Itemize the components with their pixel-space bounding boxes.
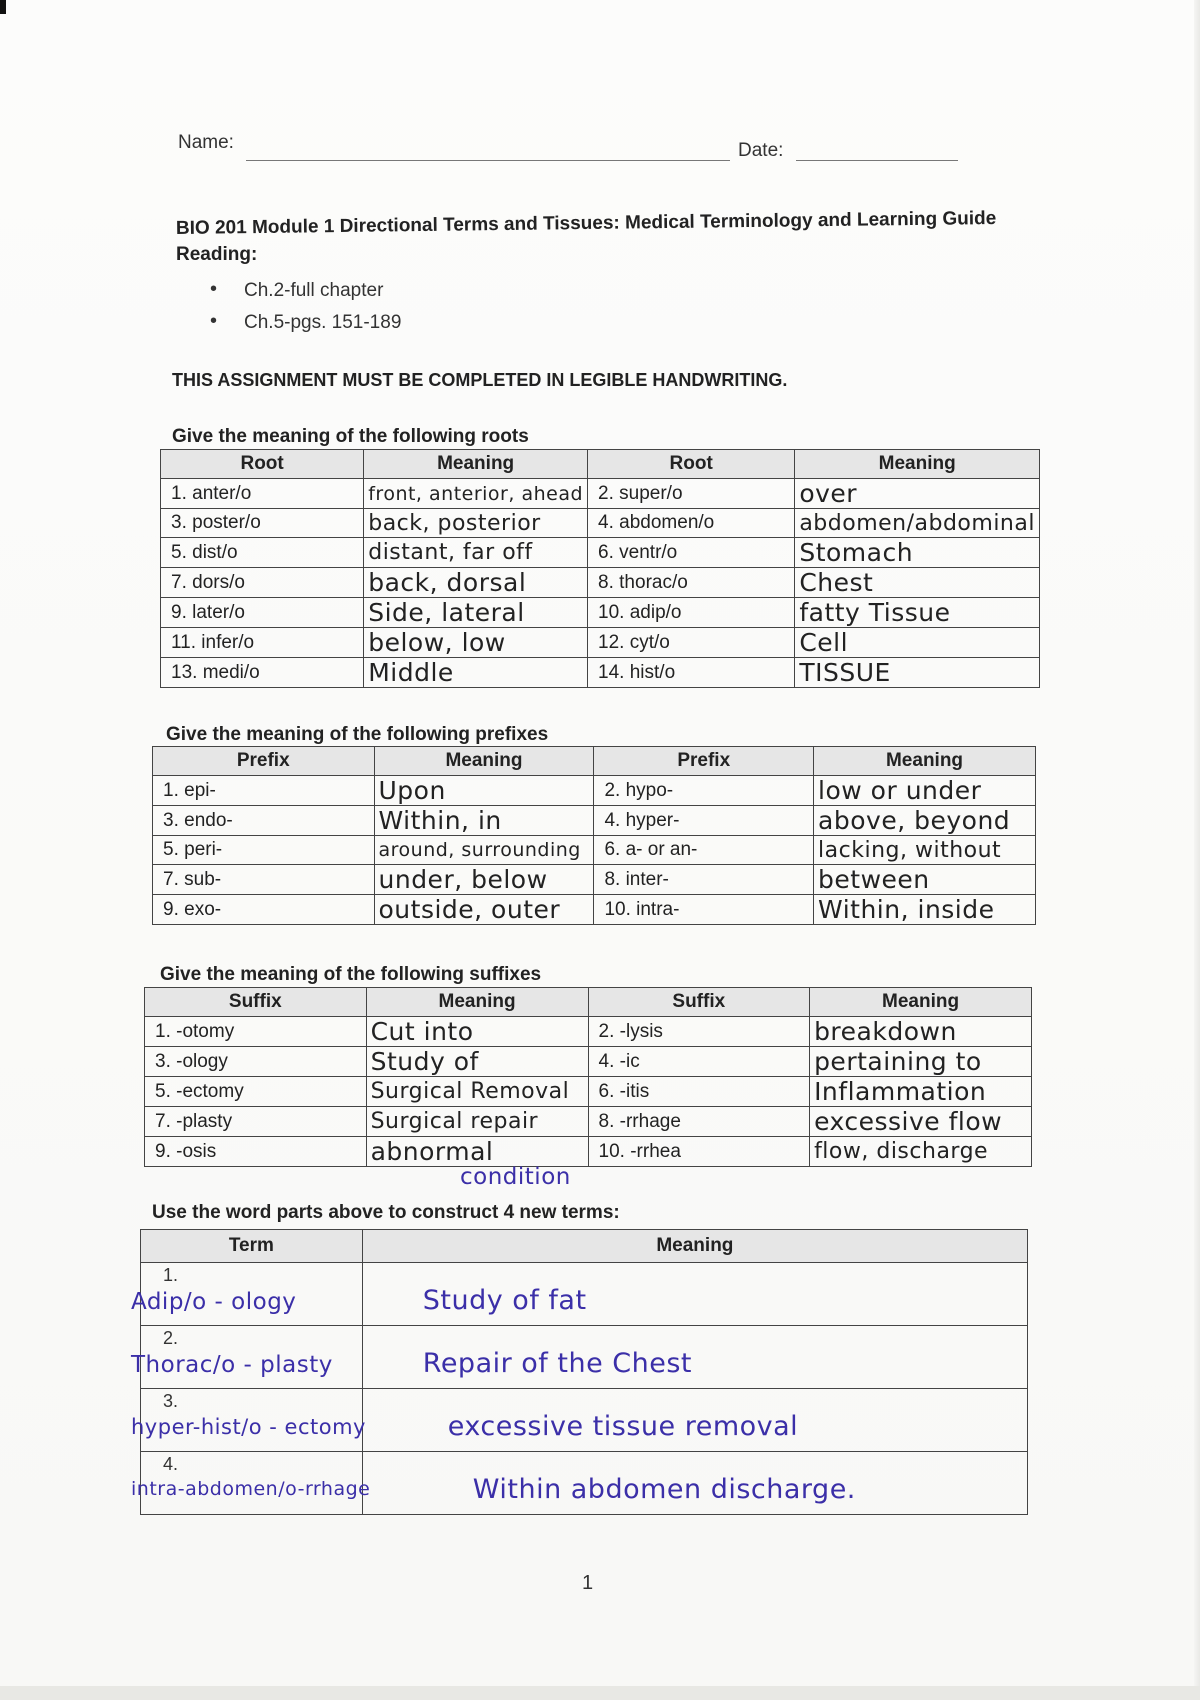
terms-section-title: Use the word parts above to construct 4 new terms: xyxy=(152,1202,620,1223)
reading-list xyxy=(210,280,401,344)
word-part-cell: 4. hyper- xyxy=(594,806,814,836)
word-part-cell: 12. cyt/o xyxy=(588,628,795,658)
table-row xyxy=(153,776,1036,806)
table-row xyxy=(153,806,1036,836)
word-part-cell: 7. sub- xyxy=(153,865,375,895)
handwritten-meaning-cell: Within, in xyxy=(374,806,594,836)
word-part-cell: 9. later/o xyxy=(161,598,364,628)
word-part-cell: 5. dist/o xyxy=(161,538,364,568)
term-handwriting: Thorac/o - plasty xyxy=(131,1352,333,1378)
meaning-column-header: Meaning xyxy=(362,1230,1027,1263)
handwritten-meaning-cell: TISSUE xyxy=(795,658,1040,688)
meaning-cell xyxy=(362,1326,1027,1389)
table-header-row xyxy=(153,747,1036,776)
term-cell xyxy=(131,1389,366,1452)
handwritten-meaning-cell: Cell xyxy=(795,628,1040,658)
word-part-cell: 2. super/o xyxy=(588,479,795,509)
meaning-handwriting: Repair of the Chest xyxy=(422,1348,693,1379)
handwritten-meaning-cell: Cut into xyxy=(366,1017,588,1047)
word-part-cell: 9. exo- xyxy=(153,895,375,925)
handwritten-meaning-cell: Chest xyxy=(795,568,1040,598)
term-number: 3. xyxy=(163,1391,179,1411)
word-part-cell: 5. peri- xyxy=(153,836,375,865)
roots-table xyxy=(160,449,1040,688)
page-edge-bottom xyxy=(0,1686,1200,1700)
table-row xyxy=(161,628,1040,658)
handwritten-meaning-cell: over xyxy=(795,479,1040,509)
meaning-column-header: Meaning xyxy=(364,450,588,479)
handwritten-meaning-cell: lacking, without xyxy=(814,836,1036,865)
table-row xyxy=(161,479,1040,509)
handwritten-meaning-cell: abdomen/abdominal xyxy=(795,509,1040,538)
roots-section-title: Give the meaning of the following roots xyxy=(172,426,529,447)
table-header-row xyxy=(145,988,1032,1017)
term-cell xyxy=(131,1452,371,1515)
word-part-cell: 3. endo- xyxy=(153,806,375,836)
meaning-cell xyxy=(362,1263,1027,1326)
term-column-header: Term xyxy=(141,1230,363,1263)
handwritten-meaning-cell: Surgical repair xyxy=(366,1107,588,1137)
term-column-header: Suffix xyxy=(145,988,367,1017)
page-title: BIO 201 Module 1 Directional Terms and Tissues: Medical Terminology and Learning Guide xyxy=(175,207,997,239)
word-part-cell: 6. ventr/o xyxy=(588,538,795,568)
word-part-cell: 1. -otomy xyxy=(145,1017,367,1047)
word-part-cell: 3. poster/o xyxy=(161,509,364,538)
word-part-cell: 3. -ology xyxy=(145,1047,367,1077)
date-field-line xyxy=(796,160,958,161)
meaning-handwriting: excessive tissue removal xyxy=(447,1411,799,1442)
word-part-cell: 10. adip/o xyxy=(588,598,795,628)
page-number: 1 xyxy=(582,1572,594,1594)
meaning-column-header: Meaning xyxy=(374,747,594,776)
handwritten-meaning-cell: back, dorsal xyxy=(364,568,588,598)
handwritten-meaning-cell: breakdown xyxy=(810,1017,1032,1047)
table-row xyxy=(141,1326,1028,1389)
meaning-cell xyxy=(362,1452,1027,1515)
table-row xyxy=(145,1077,1032,1107)
word-part-cell: 11. infer/o xyxy=(161,628,364,658)
prefixes-table xyxy=(152,746,1036,925)
table-row xyxy=(141,1452,1028,1515)
reading-item: • Ch.5-pgs. 151-189 xyxy=(210,312,401,344)
reading-label: Reading: xyxy=(176,244,258,265)
term-number: 4. xyxy=(163,1454,179,1474)
reading-item: • Ch.2-full chapter xyxy=(210,280,401,312)
term-cell xyxy=(131,1263,363,1326)
table-row xyxy=(145,1017,1032,1047)
word-part-cell: 1. epi- xyxy=(153,776,375,806)
scan-corner-mark xyxy=(0,0,6,14)
table-row xyxy=(161,509,1040,538)
table-row xyxy=(141,1263,1028,1326)
handwritten-meaning-cell: Study of xyxy=(366,1047,588,1077)
term-handwriting: hyper-hist/o - ectomy xyxy=(131,1415,366,1439)
handwritten-meaning-cell: low or under xyxy=(814,776,1036,806)
handwritten-meaning-cell: Upon xyxy=(374,776,594,806)
handwritten-meaning-cell: around, surrounding xyxy=(374,836,594,865)
word-part-cell: 7. dors/o xyxy=(161,568,364,598)
handwritten-meaning-cell: back, posterior xyxy=(364,509,588,538)
handwritten-meaning-cell: under, below xyxy=(374,865,594,895)
word-part-cell: 6. -itis xyxy=(588,1077,810,1107)
handwritten-meaning-cell: outside, outer xyxy=(374,895,594,925)
word-part-cell: 8. thorac/o xyxy=(588,568,795,598)
page-edge-right xyxy=(1194,0,1200,1700)
handwritten-meaning-cell: Inflammation xyxy=(810,1077,1032,1107)
word-part-cell: 8. inter- xyxy=(594,865,814,895)
handwritten-meaning-cell: Middle xyxy=(364,658,588,688)
term-handwriting: intra-abdomen/o-rrhage xyxy=(131,1478,371,1500)
table-row xyxy=(153,836,1036,865)
table-row xyxy=(153,865,1036,895)
terms-table xyxy=(131,1229,1028,1515)
meaning-handwriting: Within abdomen discharge. xyxy=(472,1474,856,1505)
term-number: 2. xyxy=(163,1328,179,1348)
handwritten-meaning-cell: front, anterior, ahead xyxy=(364,479,588,509)
name-field-line xyxy=(246,160,730,161)
handwritten-meaning-cell: Within, inside xyxy=(814,895,1036,925)
word-part-cell: 4. -ic xyxy=(588,1047,810,1077)
table-row xyxy=(161,568,1040,598)
suffixes-section-title: Give the meaning of the following suffixes xyxy=(160,964,542,985)
table-row xyxy=(161,538,1040,568)
table-row xyxy=(161,658,1040,688)
handwriting-notice: THIS ASSIGNMENT MUST BE COMPLETED IN LEGIBLE HANDWRITING. xyxy=(172,370,788,390)
word-part-cell: 9. -osis xyxy=(145,1137,367,1167)
table-row xyxy=(145,1137,1032,1167)
name-label: Name: xyxy=(178,132,234,153)
word-part-cell: 8. -rrhage xyxy=(588,1107,810,1137)
table-row xyxy=(145,1047,1032,1077)
term-column-header: Prefix xyxy=(153,747,375,776)
suffix-overflow-handwriting: condition xyxy=(460,1164,571,1190)
meaning-cell xyxy=(362,1389,1027,1452)
word-part-cell: 1. anter/o xyxy=(161,479,364,509)
meaning-column-header: Meaning xyxy=(810,988,1032,1017)
table-header-row xyxy=(161,450,1040,479)
word-part-cell: 6. a- or an- xyxy=(594,836,814,865)
term-column-header: Root xyxy=(161,450,364,479)
word-part-cell: 4. abdomen/o xyxy=(588,509,795,538)
table-row xyxy=(153,895,1036,925)
handwritten-meaning-cell: between xyxy=(814,865,1036,895)
handwritten-meaning-cell: excessive flow xyxy=(810,1107,1032,1137)
prefixes-section-title: Give the meaning of the following prefixes xyxy=(166,724,549,745)
handwritten-meaning-cell: flow, discharge xyxy=(810,1137,1032,1167)
term-column-header: Root xyxy=(588,450,795,479)
date-label: Date: xyxy=(738,140,784,161)
suffixes-table xyxy=(144,987,1032,1167)
word-part-cell: 7. -plasty xyxy=(145,1107,367,1137)
handwritten-meaning-cell: Side, lateral xyxy=(364,598,588,628)
table-header-row xyxy=(141,1230,1028,1263)
word-part-cell: 14. hist/o xyxy=(588,658,795,688)
word-part-cell: 2. hypo- xyxy=(594,776,814,806)
handwritten-meaning-cell: fatty Tissue xyxy=(795,598,1040,628)
handwritten-meaning-cell: distant, far off xyxy=(364,538,588,568)
term-number: 1. xyxy=(163,1265,179,1285)
word-part-cell: 10. -rrhea xyxy=(588,1137,810,1167)
handwritten-meaning-cell: Surgical Removal xyxy=(366,1077,588,1107)
word-part-cell: 5. -ectomy xyxy=(145,1077,367,1107)
meaning-column-header: Meaning xyxy=(814,747,1036,776)
term-column-header: Suffix xyxy=(588,988,810,1017)
handwritten-meaning-cell: pertaining to xyxy=(810,1047,1032,1077)
table-row xyxy=(161,598,1040,628)
table-row xyxy=(145,1107,1032,1137)
meaning-column-header: Meaning xyxy=(366,988,588,1017)
handwritten-meaning-cell: above, beyond xyxy=(814,806,1036,836)
term-cell xyxy=(131,1326,363,1389)
meaning-column-header: Meaning xyxy=(795,450,1040,479)
handwritten-meaning-cell: Stomach xyxy=(795,538,1040,568)
meaning-handwriting: Study of fat xyxy=(422,1285,587,1316)
handwritten-meaning-cell: below, low xyxy=(364,628,588,658)
word-part-cell: 13. medi/o xyxy=(161,658,364,688)
handwritten-meaning-cell: abnormal xyxy=(366,1137,588,1167)
word-part-cell: 10. intra- xyxy=(594,895,814,925)
word-part-cell: 2. -lysis xyxy=(588,1017,810,1047)
term-column-header: Prefix xyxy=(594,747,814,776)
table-row xyxy=(141,1389,1028,1452)
term-handwriting: Adip/o - ology xyxy=(131,1289,297,1315)
